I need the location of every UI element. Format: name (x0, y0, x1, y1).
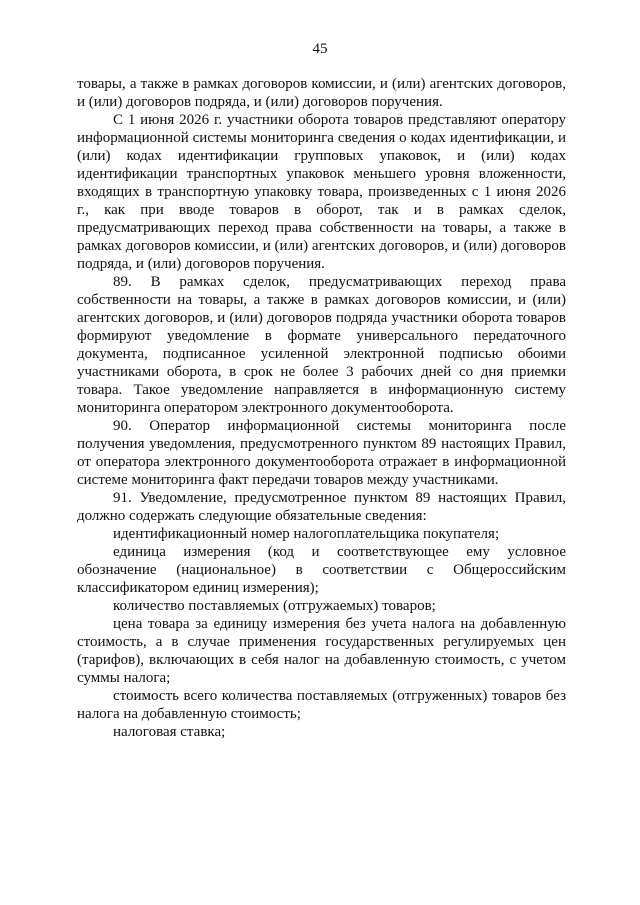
list-item-tax-rate: налоговая ставка; (113, 724, 226, 740)
paragraph-continuation: товары, а также в рамках договоров комиссии, и (или) агентских договоров, и (или) договоров подряда, и (или) договоров поручения. (77, 76, 566, 110)
paragraph-90: 90. Оператор информационной системы мониторинга после получения уведомления, предусмотренного пунктом 89 настоящих Правил, от оператора электронного документооборота отражает в информационной системе мониторинга факт передачи товаров между участниками. (77, 418, 566, 488)
list-item-inn: идентификационный номер налогоплательщика покупателя; (113, 526, 500, 542)
list-item-unit: единица измерения (код и соответствующее ему условное обозначение (национальное) в соответствии с Общероссийским классификатором единиц измерения); (77, 544, 566, 596)
list-item-price: цена товара за единицу измерения без учета налога на добавленную стоимость, а в случае применения государственных регулируемых цен (тарифов), включающих в себя налог на добавленную стоимость, с учетом суммы налога; (77, 616, 566, 686)
list-item-quantity: количество поставляемых (отгружаемых) товаров; (113, 598, 436, 614)
paragraph-89: 89. В рамках сделок, предусматривающих переход права собственности на товары, а также в рамках договоров комиссии, и (или) агентских договоров, и (или) договоров подряда участники оборота товаров формируют уведомление в формате универсального передаточного документа, подписанное усиленной электронной подписью обоими участниками оборота, в срок не более 3 рабочих дней со дня приемки товара. Такое уведомление направляется в информационную систему мониторинга оператором электронного документооборота. (77, 274, 566, 416)
paragraph-91: 91. Уведомление, предусмотренное пунктом 89 настоящих Правил, должно содержать следующие обязательные сведения: (77, 490, 566, 524)
body-text (77, 75, 566, 741)
page-number: 45 (312, 41, 328, 57)
list-item-cost: стоимость всего количества поставляемых (отгруженных) товаров без налога на добавленную стоимость; (77, 688, 566, 722)
paragraph-june-2026: С 1 июня 2026 г. участники оборота товаров представляют оператору информационной системы мониторинга сведения о кодах идентификации, и (или) кодах идентификации групповых упаковок, и (или) кодах идентификации транспортных упаковок меньшего уровня вложенности, входящих в транспортную упаковку товара, произведенных с 1 июня 2026 г., как при вводе товаров в оборот, так и в рамках сделок, предусматривающих переход права собственности на товары, а также в рамках договоров комиссии, и (или) агентских договоров, и (или) договоров подряда, и (или) договоров поручения. (77, 112, 566, 272)
